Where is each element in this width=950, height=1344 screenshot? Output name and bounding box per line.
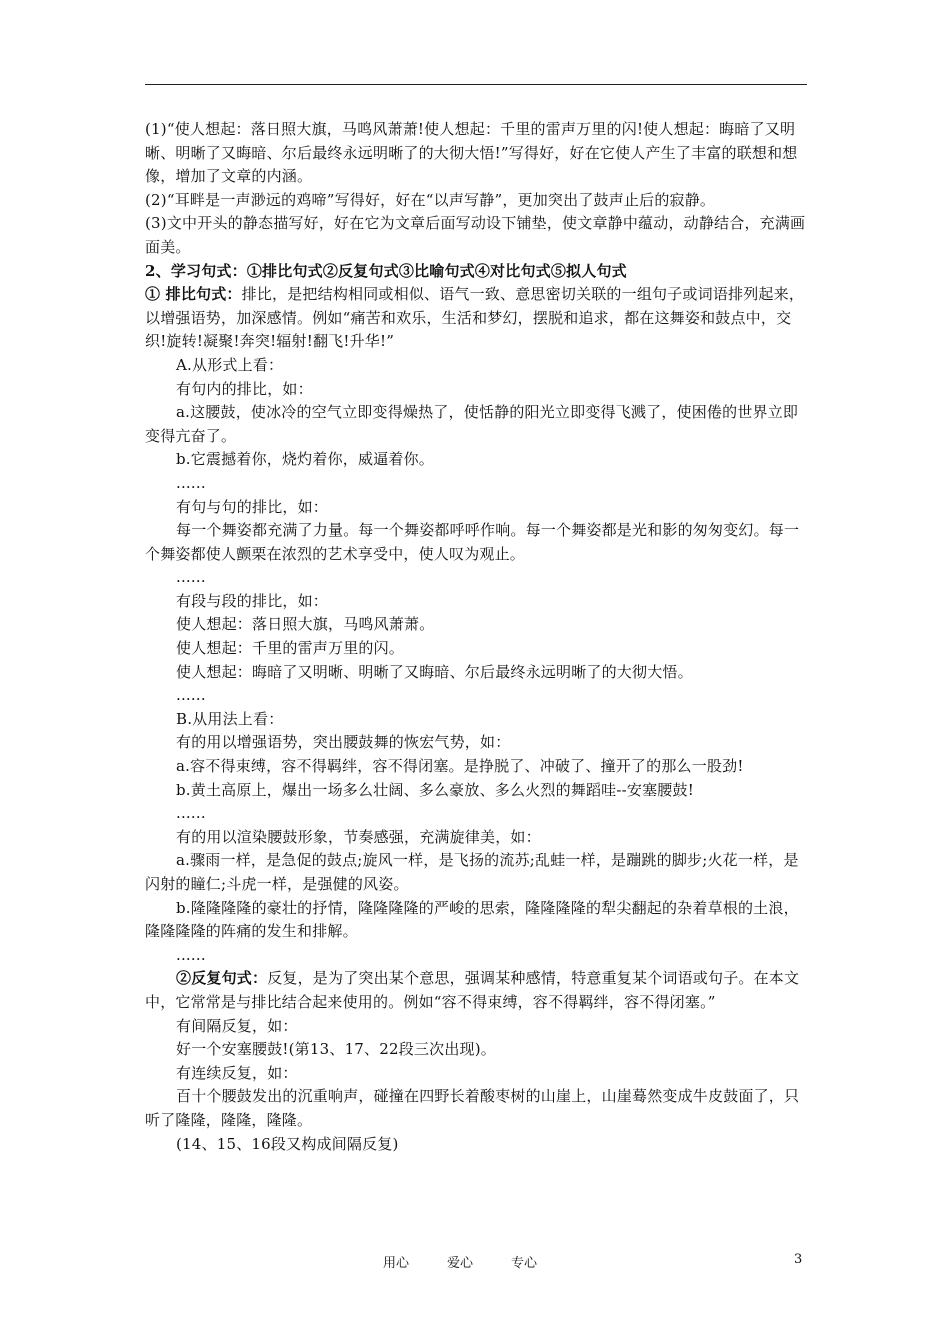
analysis-point-3: (3)文中开头的静态描写好，好在它为文章后面写动设下铺垫，使文章静中蕴动，动静结合，充满画面美。 xyxy=(145,214,806,256)
list-item: 有段与段的排比，如： xyxy=(176,591,329,610)
page-number: 3 xyxy=(794,1252,803,1267)
parallelism-term: ① 排比句式： xyxy=(145,285,242,304)
list-item: 有句与句的排比，如： xyxy=(176,497,329,516)
parallelism-definition: 排比，是把结构相同或相似、语气一致、意思密切关联的一组句子或词语排列起来，以增强语势，加深感情。例如“痛苦和欢乐，生活和梦幻，摆脱和追求，都在这舞姿和鼓点中，交织!旋转!凝聚!奔突!辐射!翻飞!升华!” xyxy=(145,285,805,351)
example-text: 使人想起：千里的雷声万里的闪。 xyxy=(176,639,405,658)
example-text: 使人想起：晦暗了又明晰、明晰了又晦暗、尔后最终永远明晰了的大彻大悟。 xyxy=(176,662,693,681)
ellipsis: ...... xyxy=(176,686,206,705)
example-text: 百十个腰鼓发出的沉重响声，碰撞在四野长着酸枣树的山崖上，山崖蓦然变成牛皮鼓面了，只听了隆隆，隆隆，隆隆。 xyxy=(145,1087,800,1129)
example-text: a.这腰鼓，使冰冷的空气立即变得燥热了，使恬静的阳光立即变得飞溅了，使困倦的世界立即变得亢奋了。 xyxy=(145,403,799,445)
parallelism-intro xyxy=(145,283,809,354)
example-text: 使人想起：落日照大旗，马鸣风萧萧。 xyxy=(176,615,435,634)
footer-motto-right: 专心 xyxy=(511,1256,538,1271)
repetition-term: ②反复句式： xyxy=(176,969,268,988)
example-text: a.骤雨一样，是急促的鼓点;旋风一样，是飞扬的流苏;乱蛙一样，是蹦跳的脚步;火花一样，是闪射的瞳仁;斗虎一样，是强健的风姿。 xyxy=(145,851,799,893)
note-text: (14、15、16段又构成间隔反复) xyxy=(176,1134,399,1153)
ellipsis: ...... xyxy=(176,473,206,492)
page-footer xyxy=(0,1252,950,1272)
section-heading: 2、学习句式：①排比句式②反复句式③比喻句式④对比句式⑤拟人句式 xyxy=(145,261,627,280)
list-item: 有的用以增强语势，突出腰鼓舞的恢宏气势，如： xyxy=(176,733,511,752)
analysis-point-1: (1)“使人想起：落日照大旗，马鸣风萧萧!使人想起：千里的雷声万里的闪!使人想起：晦暗了又明晰、明晰了又晦暗、尔后最终永远明晰了的大彻大悟!”写得好，好在它使人产生了丰富的联想和想像，增加了文章的内涵。 xyxy=(145,120,798,186)
subheading-form: A.从形式上看： xyxy=(176,355,284,374)
example-text: b.它震撼着你，烧灼着你，威逼着你。 xyxy=(176,450,434,469)
example-text: 每一个舞姿都充满了力量。每一个舞姿都呼呼作响。每一个舞姿都是光和影的匆匆变幻。每一个舞姿都使人颤栗在浓烈的艺术享受中，使人叹为观止。 xyxy=(145,521,800,563)
example-text: 好一个安塞腰鼓!(第13、17、22段三次出现)。 xyxy=(176,1040,496,1059)
footer-motto-left: 用心 xyxy=(383,1256,410,1271)
list-item: 有间隔反复，如： xyxy=(176,1016,298,1035)
ellipsis: ...... xyxy=(176,804,206,823)
repetition-intro xyxy=(145,967,809,1014)
ellipsis: ...... xyxy=(176,568,206,587)
example-text: b.隆隆隆隆的豪壮的抒情，隆隆隆隆的严峻的思索，隆隆隆隆的犁尖翻起的杂着草根的土浪，隆隆隆隆的阵痛的发生和排解。 xyxy=(145,898,799,941)
subheading-usage: B.从用法上看： xyxy=(176,709,284,728)
analysis-point-2: (2)“耳畔是一声渺远的鸡啼”写得好，好在“以声写静”，更加突出了鼓声止后的寂静。 xyxy=(145,190,716,209)
header-rule xyxy=(145,84,807,85)
list-item: 有连续反复，如： xyxy=(176,1063,298,1082)
repetition-definition: 反复，是为了突出某个意思，强调某种感情，特意重复某个词语或句子。在本文中，它常常是与排比结合起来使用的。例如“容不得束缚，容不得羁绊，容不得闭塞。” xyxy=(145,969,800,1011)
list-item: 有句内的排比，如： xyxy=(176,379,313,398)
example-text: a.容不得束缚，容不得羁绊，容不得闭塞。是挣脱了、冲破了、撞开了的那么一股劲! xyxy=(176,757,744,776)
footer-motto-middle: 爱心 xyxy=(447,1256,474,1271)
document-body xyxy=(145,118,809,1156)
ellipsis: ...... xyxy=(176,945,206,964)
example-text: b.黄土高原上，爆出一场多么壮阔、多么豪放、多么火烈的舞蹈哇--安塞腰鼓! xyxy=(176,780,694,799)
list-item: 有的用以渲染腰鼓形象，节奏感强，充满旋律美，如： xyxy=(176,827,541,846)
